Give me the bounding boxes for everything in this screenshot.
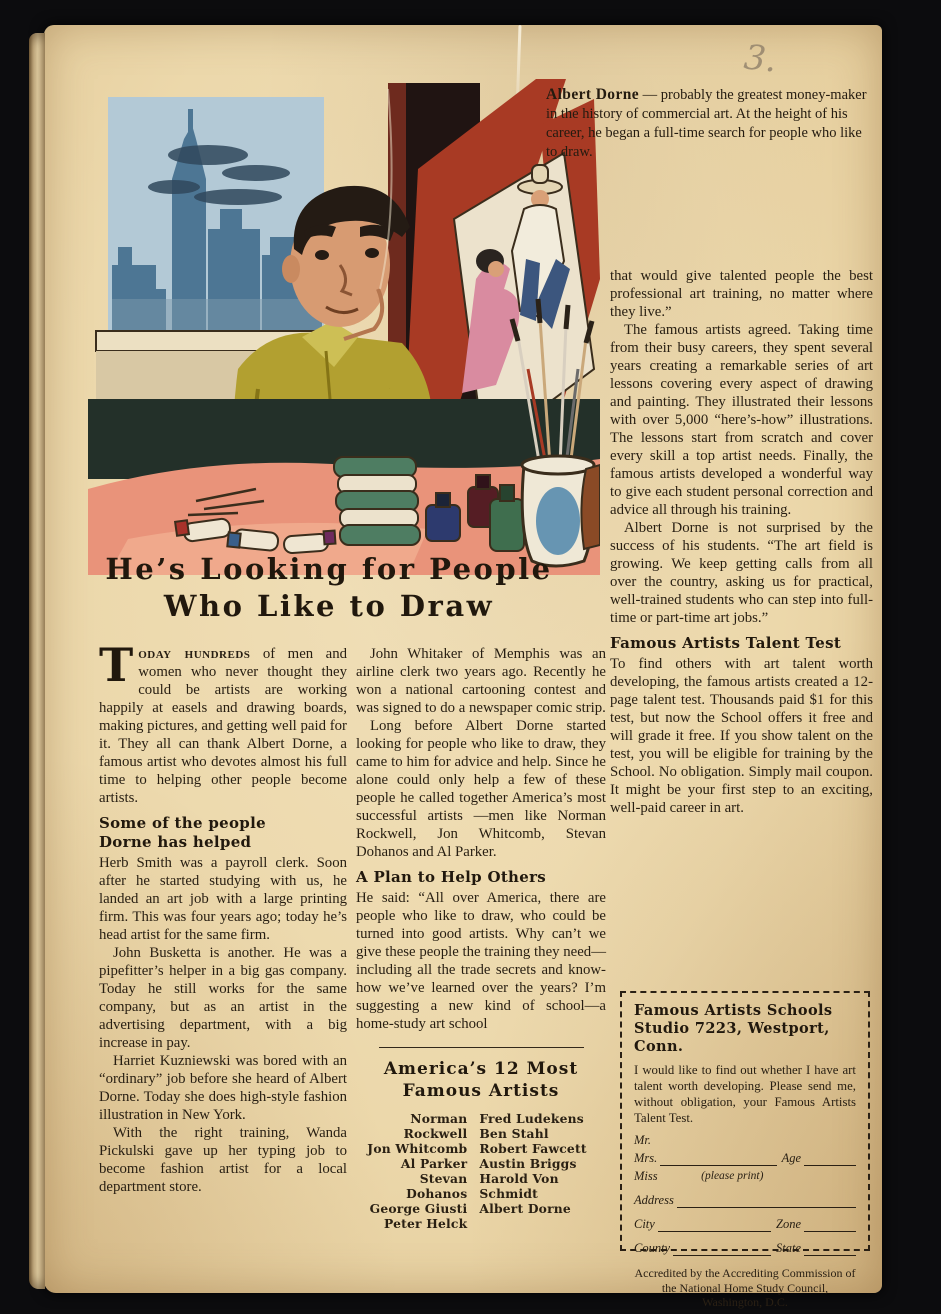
label-county: County <box>634 1241 671 1255</box>
field-row-mrs-age <box>634 1151 856 1166</box>
artist-name: Norman Rockwell <box>403 1111 468 1141</box>
accreditation-note: Accredited by the Accrediting Commission of the National Home Study Council, Washington, D.C. <box>634 1266 856 1309</box>
coupon-title-line: Studio 7223, Westport, Conn. <box>634 1020 830 1055</box>
ad-headline <box>86 551 572 625</box>
artist-list-left <box>356 1111 467 1231</box>
paragraph: Long before Albert Dorne started looking for people who like to draw, they came to him for advice and help. Since he alone could only help a few of these people he called together America’s most successful artists —men like Norman Rockwell, Jon Whitcomb, Stevan Dohanos and Al Parker. <box>356 718 606 860</box>
subhead-plan-to-help <box>356 868 606 887</box>
caption-lead: Albert Dorne <box>546 86 640 103</box>
field-row-mr <box>634 1133 856 1148</box>
subhead-line: A Plan to Help Others <box>356 868 547 886</box>
label-city: City <box>634 1217 655 1231</box>
name-field <box>660 1153 776 1166</box>
paragraph: Harriet Kuzniewski was bored with an “ordinary” job before she heard of Albert Dorne. Today she does high-style fashion illustration in New York. <box>99 1053 347 1123</box>
label-mr: Mr. <box>634 1133 652 1147</box>
paragraph-text: of men and women who never thought they could be artists are working happily at easels and drawing boards, making pictures, and getting well paid for it. They all can thank Albert Dorne, a famous artist who devotes almost his full time to helping other people become artists. <box>99 646 348 806</box>
paragraph: The famous artists agreed. Taking time from their busy careers, they spent several years creating a remarkable series of art lessons covering every aspect of drawing and painting. They illustrated their lessons with over 5,000 “here’s-how” illustrations. The lessons start from scratch and cover every skill a top artist needs. Finally, the famous artists developed a wonderful way to give each student personal correction and advice all through his training. <box>610 322 873 518</box>
field-row-address <box>634 1193 856 1208</box>
age-field <box>804 1153 856 1166</box>
city-haze <box>112 299 322 335</box>
page-stack-edge <box>29 33 45 1289</box>
dorne-illustration <box>88 69 600 575</box>
artist-name: Ben Stahl <box>479 1126 549 1141</box>
artist-name: Al Parker <box>400 1156 468 1171</box>
artist-name: Jon Whitcomb <box>367 1141 468 1156</box>
label-age: Age <box>781 1151 801 1165</box>
label-address: Address <box>634 1193 674 1207</box>
paragraph: He said: “All over America, there are people who like to draw, who could be turned into good artists. Why can’t we give these people the training they need—including all the trade secrets and know-how we’ve learned over the years? I’m suggesting a new kind of school—a home-study art school <box>356 890 606 1032</box>
artist-name: Peter Helck <box>384 1216 468 1231</box>
subhead-people-helped <box>99 814 347 852</box>
paragraph: Albert Dorne is not surprised by the success of his students. “The art field is growing. We keep getting calls from all over the country, asking us for practical, well-trained students who can step into full-time or part-time art jobs.” <box>610 520 873 626</box>
amber-cup <box>581 465 600 549</box>
headline-line1: He’s Looking for People <box>105 552 553 586</box>
subhead-line: Famous Artists Talent Test <box>610 634 842 652</box>
paragraph: With the right training, Wanda Pickulski gave up her typing job to become fashion artist for a local department store. <box>99 1125 347 1195</box>
artist-name: Harold Von Schmidt <box>479 1171 559 1201</box>
artist-name: Robert Fawcett <box>479 1141 587 1156</box>
famous-artists-heading <box>356 1058 606 1102</box>
label-state: State <box>776 1241 801 1255</box>
paragraph: John Whitaker of Memphis was an airline clerk two years ago. Recently he won a national cartooning contest and was signed to do a newspaper comic strip. <box>356 646 606 716</box>
artist-roster <box>356 1111 606 1231</box>
magazine-page <box>44 25 882 1309</box>
field-row-city-zone <box>634 1217 856 1232</box>
coupon-title <box>634 1002 856 1056</box>
tin-stack <box>334 457 420 545</box>
paragraph: John Busketta is another. He was a pipefitter’s helper in a big gas company. Today he still works for the same company, but as an artist in the advertising department, with a big increase in pay. <box>99 945 347 1051</box>
paragraph: To find others with art talent worth developing, the famous artists created a 12-page talent test. Thousands paid $1 for this test, but now the School offers it free and will grade it free. If you show talent on the test, you will be eligible for training by the School. No obligation. Simply mail coupon. It might be your first step to an exciting, well-paid career in art. <box>610 656 873 816</box>
drop-cap: T <box>99 638 134 692</box>
field-row-miss <box>634 1169 856 1184</box>
opener-smallcaps: oday hundreds <box>138 646 251 662</box>
pencil-mark: 3. <box>741 37 779 81</box>
headline-line2: Who Like to Draw <box>163 589 495 623</box>
subhead-talent-test <box>610 634 873 653</box>
please-print-note: (please print) <box>701 1170 764 1182</box>
artist-list-right <box>479 1111 606 1231</box>
field-row-county-state <box>634 1241 856 1256</box>
subhead-line: Dorne has helped <box>99 833 252 851</box>
artist-name: Albert Dorne <box>479 1201 571 1216</box>
label-zone: Zone <box>776 1217 801 1231</box>
heading-line: Famous Artists <box>402 1081 560 1101</box>
city-field <box>658 1219 771 1232</box>
column-middle <box>356 645 606 1231</box>
county-field <box>673 1243 771 1256</box>
column-right <box>610 267 873 817</box>
state-field <box>804 1243 856 1256</box>
subhead-line: Some of the people <box>99 814 266 832</box>
artist-name: George Giusti <box>369 1201 468 1216</box>
artist-name: Austin Briggs <box>479 1156 577 1171</box>
paragraph: Herb Smith was a payroll clerk. Soon after he started studying with us, he landed an art job with a large printing firm. This was four years ago; today he’s head artist for the same firm. <box>99 855 347 943</box>
caption-text: — probably the greatest money-maker in the history of commercial art. At the height of his career, he began a full-time search for people who like to draw. <box>546 87 867 160</box>
section-divider <box>379 1047 584 1048</box>
photo-caption <box>546 85 876 162</box>
coupon-body-text: I would like to find out whether I have art talent worth developing. Please send me, without obligation, your Famous Artists Talent Test. <box>634 1063 856 1125</box>
label-mrs: Mrs. <box>634 1151 658 1165</box>
artist-name: Stevan Dohanos <box>406 1171 468 1201</box>
zone-field <box>804 1219 856 1232</box>
paragraph: that would give talented people the best professional art training, no matter where they live.” <box>610 268 873 320</box>
artist-name: Fred Ludekens <box>479 1111 584 1126</box>
paragraph <box>99 638 348 807</box>
heading-line: America’s 12 Most <box>383 1059 579 1079</box>
address-field <box>677 1195 856 1208</box>
label-miss: Miss <box>634 1169 658 1183</box>
coupon-title-line: Famous Artists Schools <box>634 1002 833 1019</box>
column-left <box>99 638 348 1196</box>
mail-in-coupon <box>620 991 870 1309</box>
